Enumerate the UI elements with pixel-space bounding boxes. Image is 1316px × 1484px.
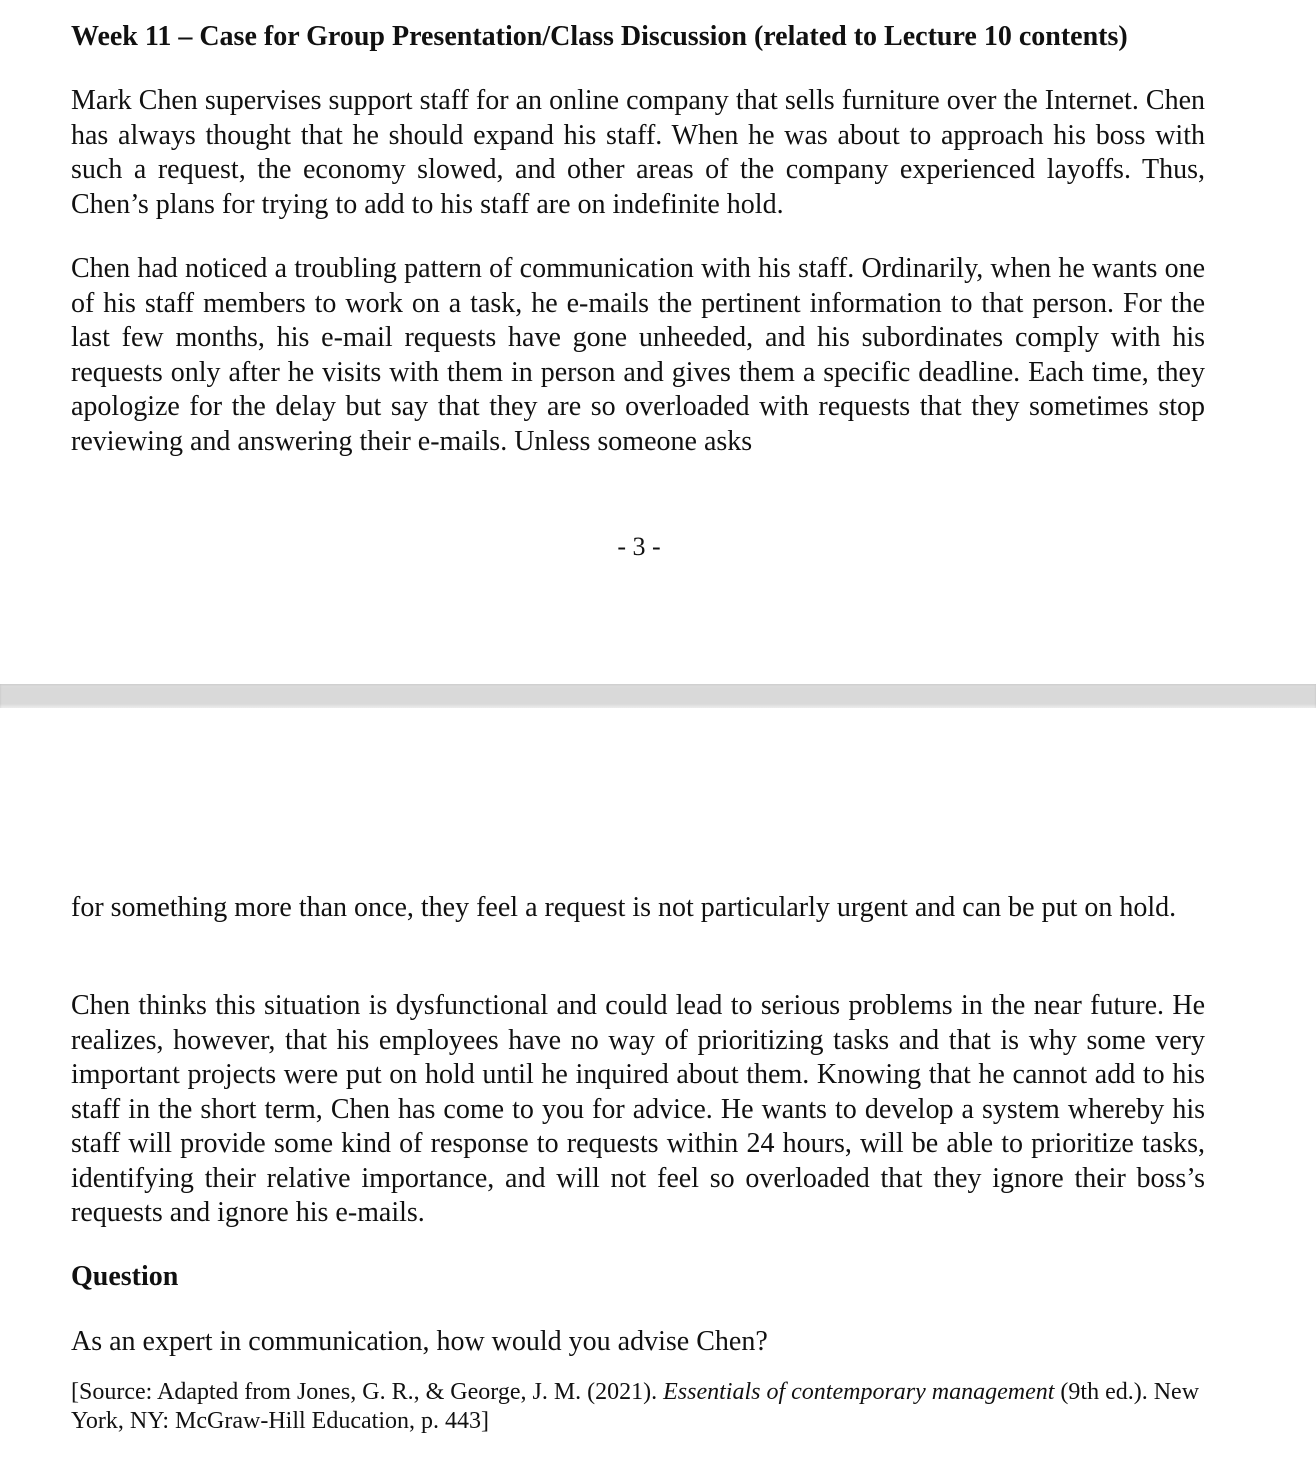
question-heading: Question <box>71 1261 179 1292</box>
source-suffix: (9th ed.). New York, NY: McGraw-Hill Education, p. 443] <box>71 1379 1200 1434</box>
source-prefix: [Source: Adapted from Jones, G. R., & George, J. M. (2021). <box>71 1379 664 1405</box>
case-paragraph-2: Chen had noticed a troubling pattern of communication with his staff. Ordinarily, when he wants one of his staff members to work on a task, he e-mails the pertinent information to that person. For the last few months, his e-mail requests have gone unheeded, and his subordinates comply with his requests only after he visits with them in person and gives them a specific deadline. Each time, they apologize for the delay but say that they are so overloaded with requests that they sometimes stop reviewing and answering their e-mails. Unless someone asks <box>71 253 1205 457</box>
document-page-4 <box>0 708 1316 1484</box>
source-citation <box>71 1378 1205 1436</box>
case-paragraph-3: Chen thinks this situation is dysfunctional and could lead to serious problems in the near future. He realizes, however, that his employees have no way of prioritizing tasks and that is why some very important projects were put on hold until he inquired about them. Knowing that he cannot add to his staff in the short term, Chen has come to you for advice. He wants to develop a system whereby his staff will provide some kind of response to requests within 24 hours, will be able to prioritize tasks, identifying their relative importance, and will not feel so overloaded that they ignore their boss’s requests and ignore his e-mails. <box>71 990 1205 1228</box>
page-number: - 3 - <box>617 532 661 561</box>
case-paragraph-2-continued: for something more than once, they feel a request is not particularly urgent and can be put on hold. <box>71 892 1177 923</box>
case-title: Week 11 – Case for Group Presentation/Class Discussion (related to Lecture 10 contents) <box>71 21 1128 52</box>
case-paragraph-1: Mark Chen supervises support staff for an online company that sells furniture over the Internet. Chen has always thought that he should expand his staff. When he was about to approach his boss with such a request, the economy slowed, and other areas of the company experienced layoffs. Thus, Chen’s plans for trying to add to his staff are on indefinite hold. <box>71 85 1205 220</box>
page-break-separator <box>0 684 1316 708</box>
source-book-title: Essentials of contemporary management <box>663 1379 1055 1405</box>
question-text: As an expert in communication, how would you advise Chen? <box>71 1326 768 1357</box>
document-page-3 <box>0 0 1316 684</box>
